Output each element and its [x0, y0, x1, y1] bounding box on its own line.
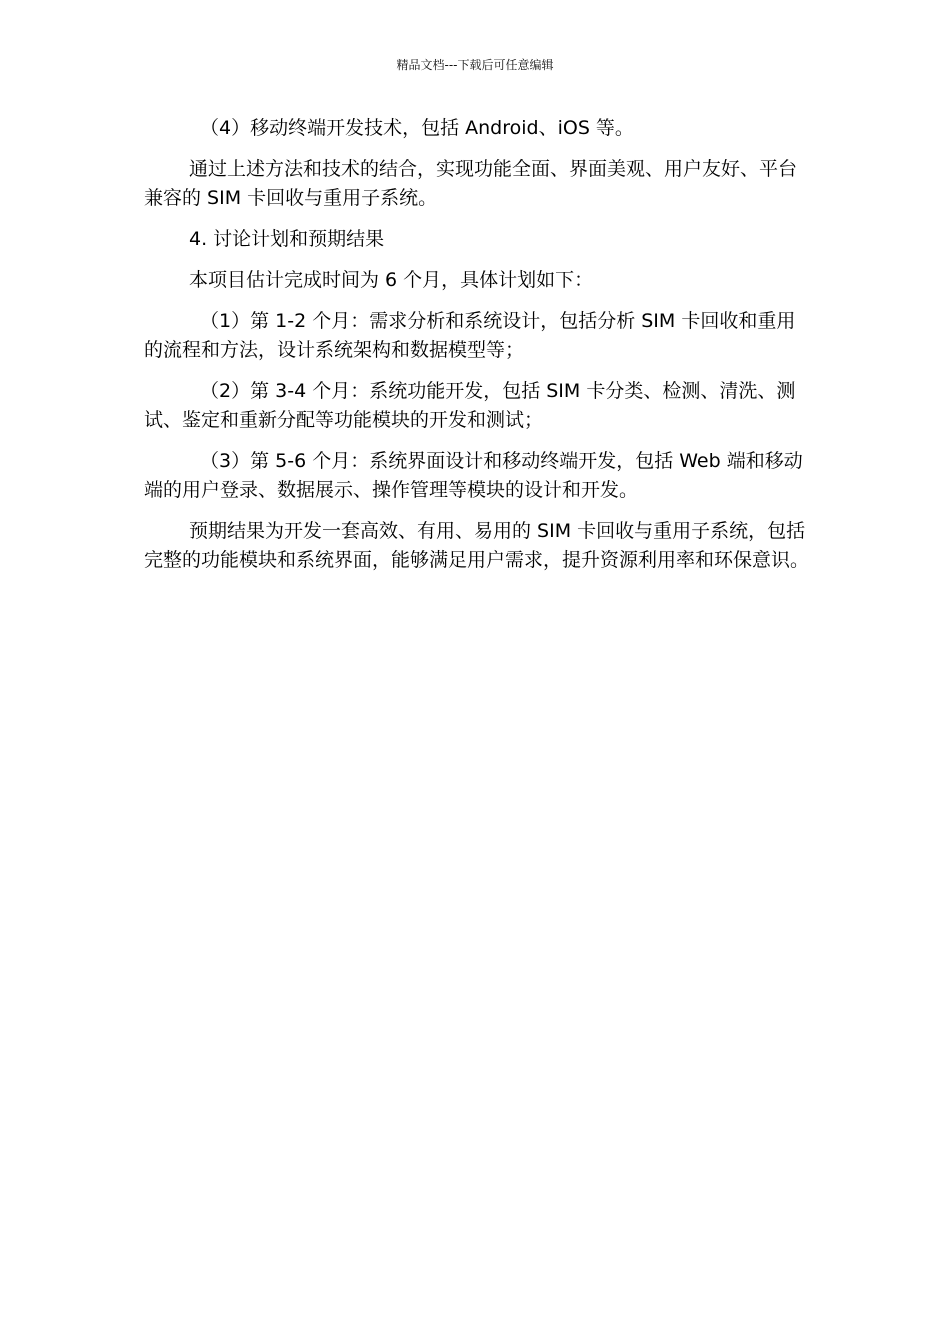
paragraph-plan-step-3: （3）第 5-6 个月：系统界面设计和移动终端开发，包括 Web 端和移动端的用户登录、数据展示、操作管理等模块的设计和开发。 [144, 450, 803, 501]
paragraph-plan-intro: 本项目估计完成时间为 6 个月，具体计划如下： [189, 269, 594, 291]
paragraph-plan-step-1: （1）第 1-2 个月：需求分析和系统设计，包括分析 SIM 卡回收和重用的流程和方法，设计系统架构和数据模型等； [144, 310, 796, 361]
paragraph-plan-step-2: （2）第 3-4 个月：系统功能开发，包括 SIM 卡分类、检测、清洗、测试、鉴定和重新分配等功能模块的开发和测试； [144, 380, 796, 431]
paragraph-summary: 通过上述方法和技术的结合，实现功能全面、界面美观、用户友好、平台兼容的 SIM 卡回收与重用子系统。 [144, 158, 798, 209]
paragraph-expected-results: 预期结果为开发一套高效、有用、易用的 SIM 卡回收与重用子系统，包括完整的功能模块和系统界面，能够满足用户需求，提升资源利用率和环保意识。 [144, 520, 810, 571]
page-header: 精品文档---下载后可任意编辑 [396, 58, 554, 72]
paragraph-mobile-dev: （4）移动终端开发技术，包括 Android、iOS 等。 [200, 117, 634, 139]
document-body [144, 114, 810, 587]
section-heading-plan: 4. 讨论计划和预期结果 [189, 228, 385, 250]
